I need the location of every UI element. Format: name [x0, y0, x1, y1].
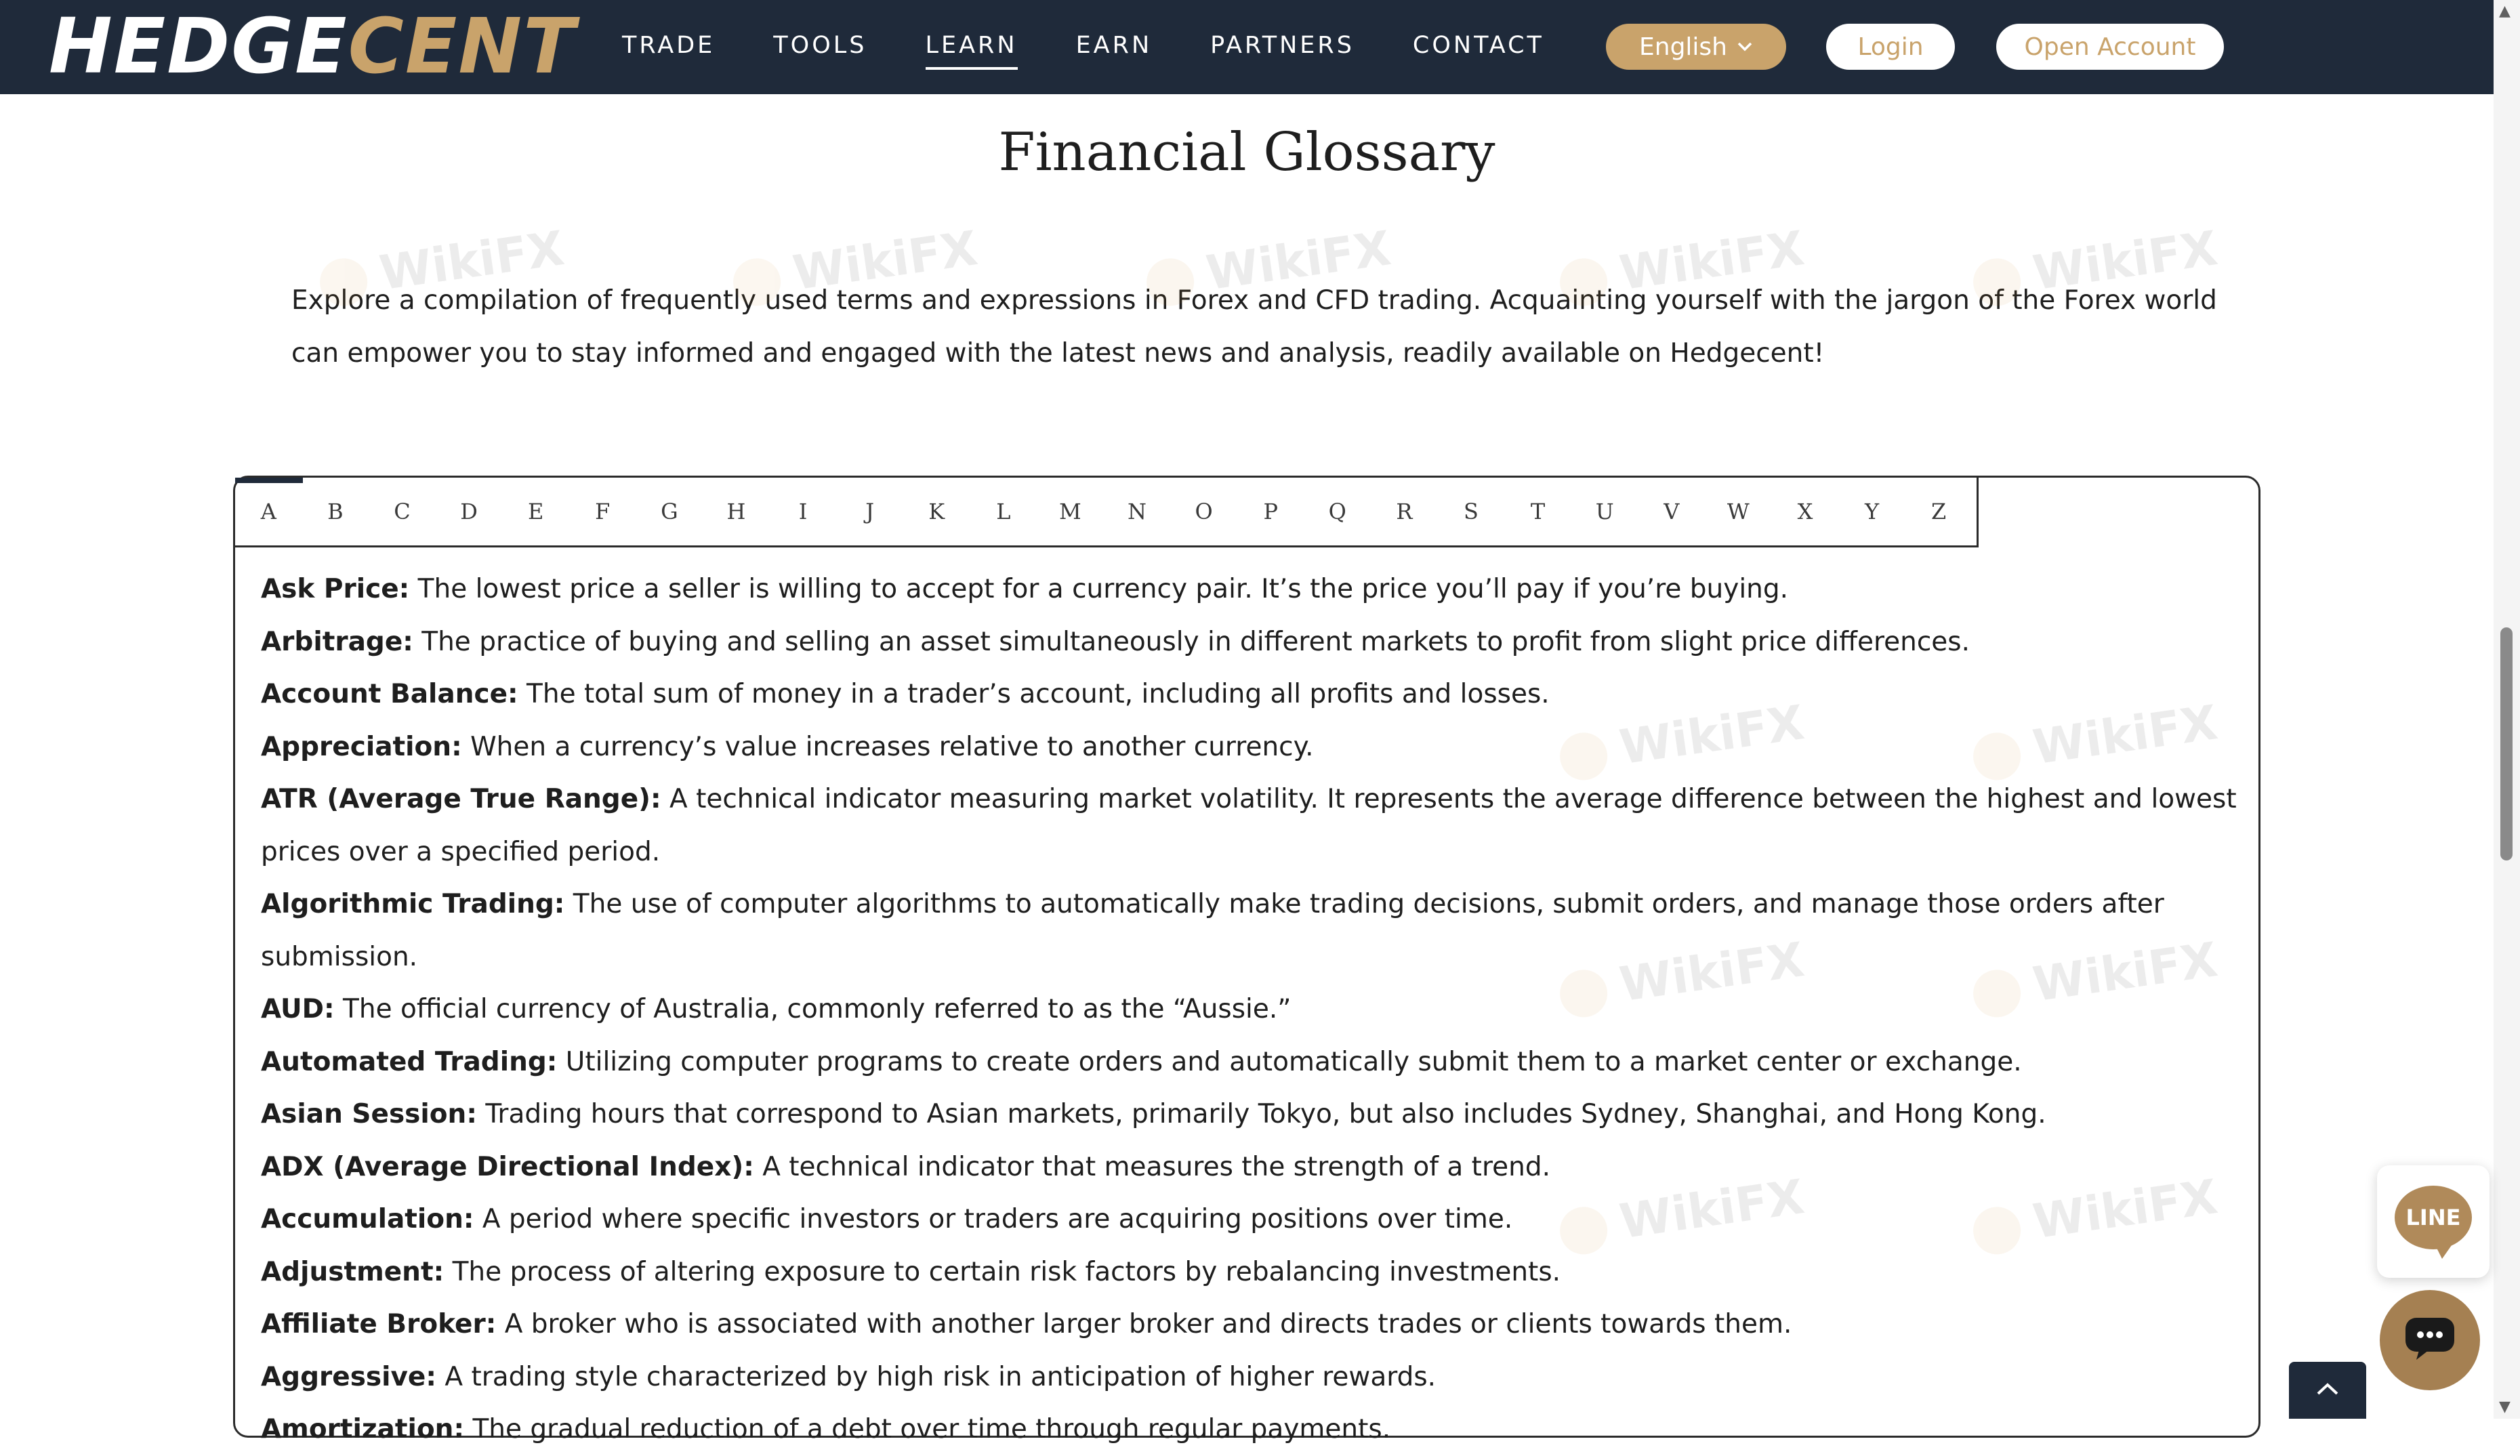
glossary-entry — [261, 668, 2239, 721]
page-title: Financial Glossary — [998, 122, 1495, 183]
logo-part-2: CENT — [348, 3, 577, 91]
watermark-text: WikiFX — [1616, 220, 1808, 301]
tab-letter-b[interactable]: B — [327, 499, 344, 524]
tab-letter-u[interactable]: U — [1595, 499, 1614, 524]
tab-letter-p[interactable]: P — [1263, 499, 1278, 524]
glossary-entry — [261, 1193, 2239, 1246]
entry-term: ATR (Average True Range): — [261, 784, 661, 814]
glossary-entry — [261, 1036, 2239, 1089]
tab-letter-g[interactable]: G — [661, 499, 678, 524]
nav-learn[interactable]: LEARN — [926, 32, 1018, 63]
back-to-top-button[interactable] — [2289, 1362, 2366, 1419]
entry-term: Account Balance: — [261, 679, 518, 709]
line-label: LINE — [2405, 1205, 2461, 1230]
nav-trade[interactable]: TRADE — [622, 31, 716, 59]
tab-letter-j[interactable]: J — [865, 499, 875, 524]
tab-letter-n[interactable]: N — [1128, 499, 1147, 524]
line-chat-widget[interactable] — [2377, 1165, 2490, 1278]
glossary-entry — [261, 773, 2239, 878]
entry-definition: The official currency of Australia, commonly referred to as the “Aussie.” — [334, 994, 1292, 1024]
entry-term: Algorithmic Trading: — [261, 889, 565, 919]
tab-letter-s[interactable]: S — [1464, 499, 1479, 524]
entry-term: Arbitrage: — [261, 626, 413, 657]
chevron-up-icon — [2315, 1381, 2340, 1399]
glossary-entry — [261, 878, 2239, 983]
entry-definition: The practice of buying and selling an asset simultaneously in different markets to profit from slight price differences. — [413, 626, 1970, 657]
entry-term: Aggressive: — [261, 1361, 436, 1392]
live-chat-button[interactable] — [2380, 1290, 2480, 1390]
tab-letter-o[interactable]: O — [1195, 499, 1213, 524]
tab-letter-m[interactable]: M — [1059, 499, 1081, 524]
tab-letter-l[interactable]: L — [996, 499, 1011, 524]
chevron-down-icon — [1737, 37, 1753, 57]
entry-definition: The gradual reduction of a debt over time through regular payments. — [464, 1414, 1391, 1444]
glossary-entry — [261, 563, 2239, 616]
scrollbar-thumb[interactable] — [2500, 627, 2513, 860]
site-header — [0, 0, 2494, 94]
glossary-entry — [261, 1403, 2239, 1456]
tab-letter-c[interactable]: C — [394, 499, 411, 524]
entry-term: ADX (Average Directional Index): — [261, 1151, 754, 1182]
entry-definition: The process of altering exposure to certain risk factors by rebalancing investments. — [444, 1256, 1561, 1287]
watermark-text: WikiFX — [789, 220, 981, 301]
entry-definition: Utilizing computer programs to create orders and automatically submit them to a market center or exchange. — [557, 1046, 2022, 1077]
tab-letter-f[interactable]: F — [595, 499, 611, 524]
scroll-up-arrow-icon[interactable]: ▲ — [2499, 3, 2511, 20]
entry-term: AUD: — [261, 994, 335, 1024]
language-label: English — [1639, 33, 1727, 61]
glossary-entry — [261, 1351, 2239, 1404]
tab-letter-d[interactable]: D — [460, 499, 478, 524]
tab-letter-x[interactable]: X — [1797, 499, 1813, 524]
nav-tools[interactable]: TOOLS — [773, 31, 867, 59]
intro-paragraph: Explore a compilation of frequently used terms and expressions in Forex and CFD trading. Acquainting yourself with the jargon of the Forex world can empower you to stay informed and engaged with the latest news and analysis, readily available on Hedgecent! — [291, 285, 2217, 369]
glossary-panel — [233, 476, 2260, 1444]
tab-letter-k[interactable]: K — [928, 499, 945, 524]
watermark-text: WikiFX — [1203, 220, 1395, 301]
chat-bubble-icon — [2404, 1316, 2456, 1364]
nav-earn[interactable]: EARN — [1075, 31, 1153, 59]
tab-letter-e[interactable]: E — [527, 499, 544, 524]
tab-letter-h[interactable]: H — [726, 499, 746, 524]
watermark-text: WikiFX — [2029, 220, 2221, 301]
entry-term: Amortization: — [261, 1414, 465, 1444]
glossary-entry — [261, 1246, 2239, 1299]
glossary-entry — [261, 1298, 2239, 1351]
glossary-entry — [261, 1141, 2239, 1194]
glossary-entries — [261, 563, 2239, 1456]
entry-term: Affiliate Broker: — [261, 1309, 497, 1339]
letter-tabs — [235, 478, 1979, 547]
glossary-entry — [261, 1088, 2239, 1141]
tab-letter-z[interactable]: Z — [1931, 499, 1947, 524]
tab-letter-q[interactable]: Q — [1328, 499, 1346, 524]
entry-definition: The lowest price a seller is willing to accept for a currency pair. It’s the price you’ll pay if you’re buying. — [409, 574, 1789, 604]
nav-contact[interactable]: CONTACT — [1412, 31, 1544, 59]
entry-definition: The total sum of money in a trader’s account, including all profits and losses. — [518, 679, 1550, 709]
tab-letter-t[interactable]: T — [1530, 499, 1546, 524]
glossary-entry — [261, 983, 2239, 1036]
entry-definition: Trading hours that correspond to Asian markets, primarily Tokyo, but also includes Sydney, Shanghai, and Hong Kong. — [476, 1099, 2046, 1129]
language-select[interactable] — [1606, 24, 1786, 70]
entry-definition: A trading style characterized by high risk in anticipation of higher rewards. — [436, 1361, 1437, 1392]
open-account-button[interactable]: Open Account — [1996, 24, 2224, 70]
watermark-text: WikiFX — [376, 220, 568, 301]
entry-definition: The use of computer algorithms to automatically make trading decisions, submit orders, and manage those orders after submission. — [261, 889, 2164, 972]
entry-term: Accumulation: — [261, 1204, 474, 1234]
tab-letter-i[interactable]: I — [798, 499, 808, 524]
tab-letter-a[interactable]: A — [260, 499, 276, 524]
active-tab-indicator — [235, 478, 303, 483]
nav-partners[interactable]: PARTNERS — [1210, 31, 1355, 59]
line-icon — [2395, 1186, 2472, 1249]
tab-letter-v[interactable]: V — [1664, 499, 1680, 524]
entry-term: Automated Trading: — [261, 1046, 558, 1077]
brand-logo[interactable] — [49, 0, 577, 94]
entry-definition: When a currency’s value increases relative to another currency. — [461, 731, 1314, 762]
scroll-down-arrow-icon[interactable]: ▼ — [2499, 1398, 2511, 1415]
main-nav — [622, 0, 1603, 94]
tab-letter-y[interactable]: Y — [1864, 499, 1880, 524]
logo-part-1: HEDGE — [49, 3, 348, 91]
glossary-entry — [261, 721, 2239, 774]
entry-definition: A broker who is associated with another larger broker and directs trades or clients towards them. — [496, 1309, 1792, 1339]
entry-term: Appreciation: — [261, 731, 462, 762]
tab-letter-r[interactable]: R — [1396, 499, 1413, 524]
entry-term: Ask Price: — [261, 574, 410, 604]
entry-definition: A technical indicator that measures the strength of a trend. — [753, 1151, 1550, 1182]
entry-definition: A period where specific investors or traders are acquiring positions over time. — [474, 1204, 1513, 1234]
entry-definition: A technical indicator measuring market volatility. It represents the average difference between the highest and lowest prices over a specified period. — [261, 784, 2237, 867]
glossary-entry — [261, 616, 2239, 669]
entry-term: Asian Session: — [261, 1099, 477, 1129]
tab-letter-w[interactable]: W — [1727, 499, 1750, 524]
entry-term: Adjustment: — [261, 1256, 445, 1287]
login-button[interactable]: Login — [1826, 24, 1955, 70]
